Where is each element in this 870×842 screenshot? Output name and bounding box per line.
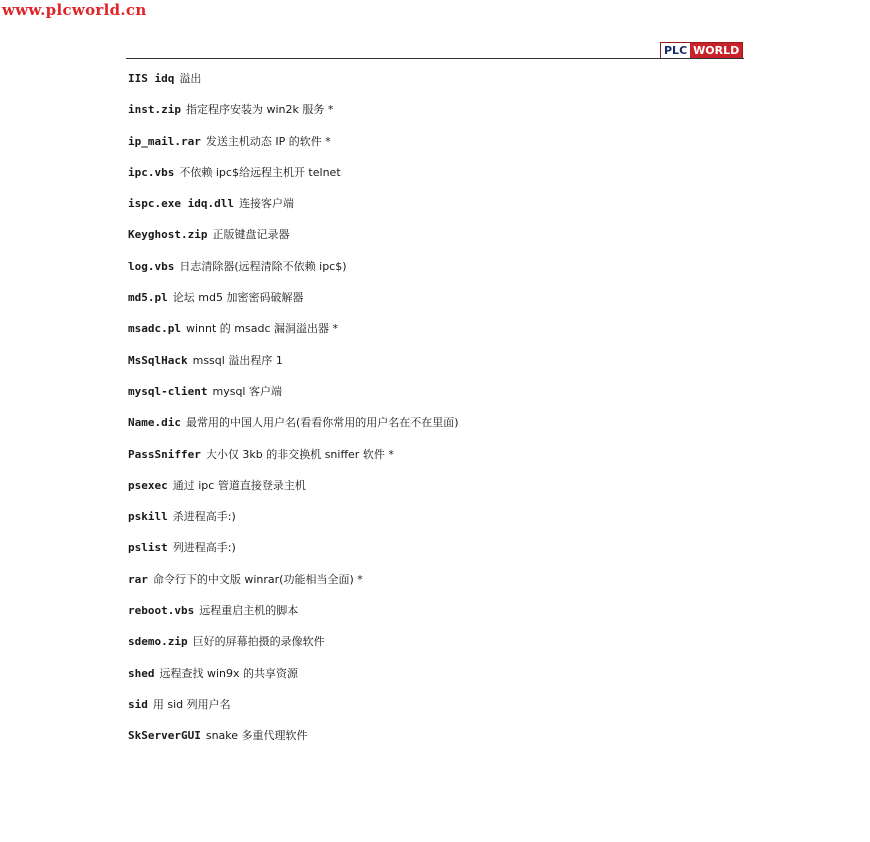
tool-description: 论坛 md5 加密密码破解器	[172, 291, 304, 305]
tool-name: SkServerGUI	[128, 729, 201, 743]
list-item	[128, 728, 459, 759]
tool-description: 用 sid 列用户名	[152, 697, 231, 711]
tool-description: 连接客户端	[238, 197, 294, 211]
list-item	[128, 384, 459, 415]
tool-name: PassSniffer	[128, 447, 201, 461]
tool-name: sid	[128, 697, 148, 711]
tool-description: 通过 ipc 管道直接登录主机	[172, 478, 306, 492]
tool-name: MsSqlHack	[128, 353, 188, 367]
tool-name: log.vbs	[128, 259, 175, 273]
tool-name: reboot.vbs	[128, 604, 195, 618]
tool-description: 大小仅 3kb 的非交换机 sniffer 软件 *	[205, 447, 394, 461]
tool-description: 列进程高手:)	[172, 541, 236, 555]
list-item	[128, 509, 459, 540]
list-item	[128, 634, 459, 665]
list-item	[128, 259, 459, 290]
list-item	[128, 321, 459, 352]
tool-description: 巨好的屏幕拍摄的录像软件	[192, 635, 325, 649]
tool-description: 远程重启主机的脚本	[199, 604, 299, 618]
tool-description: 远程查找 win9x 的共享资源	[159, 666, 299, 680]
tool-description: mssql 溢出程序 1	[192, 353, 283, 367]
list-item	[128, 447, 459, 478]
plcworld-logo	[660, 42, 743, 59]
tool-description: 发送主机动态 IP 的软件 *	[205, 134, 331, 148]
list-item	[128, 134, 459, 165]
list-item	[128, 71, 459, 102]
watermark-text: www.plcworld.cn	[2, 1, 147, 19]
header-rule	[126, 58, 744, 59]
tool-name: shed	[128, 666, 155, 680]
tool-name: rar	[128, 572, 148, 586]
tool-name: Name.dic	[128, 416, 181, 430]
list-item	[128, 697, 459, 728]
list-item	[128, 666, 459, 697]
list-item	[128, 478, 459, 509]
tool-description: 不依赖 ipc$给远程主机开 telnet	[179, 165, 341, 179]
tool-description: winnt 的 msadc 漏洞溢出器 *	[185, 322, 338, 336]
tool-name: sdemo.zip	[128, 635, 188, 649]
list-item	[128, 227, 459, 258]
tool-description: 杀进程高手:)	[172, 510, 236, 524]
tool-name: ipc.vbs	[128, 165, 175, 179]
tool-name: ip_mail.rar	[128, 134, 201, 148]
tool-description: 最常用的中国人用户名(看看你常用的用户名在不在里面)	[185, 416, 459, 430]
tool-name: mysql-client	[128, 384, 208, 398]
list-item	[128, 290, 459, 321]
logo-world-text: WORLD	[690, 43, 742, 58]
tool-description: 指定程序安装为 win2k 服务 *	[185, 103, 334, 117]
list-item	[128, 540, 459, 571]
tool-name: md5.pl	[128, 291, 168, 305]
tool-name: pskill	[128, 510, 168, 524]
tool-description: 日志清除器(远程清除不依赖 ipc$)	[179, 259, 347, 273]
tool-description: 命令行下的中文版 winrar(功能相当全面) *	[152, 572, 363, 586]
list-item	[128, 353, 459, 384]
tool-description: 正版键盘记录器	[212, 228, 290, 242]
list-item	[128, 415, 459, 446]
tool-description: snake 多重代理软件	[205, 729, 308, 743]
tool-name: inst.zip	[128, 103, 181, 117]
list-item	[128, 102, 459, 133]
tool-description: mysql 客户端	[212, 384, 282, 398]
list-item	[128, 603, 459, 634]
tool-name: IIS idq	[128, 72, 175, 85]
tool-name: pslist	[128, 541, 168, 555]
tool-name: msadc.pl	[128, 322, 181, 336]
tool-name: Keyghost.zip	[128, 228, 208, 242]
logo-plc-text: PLC	[661, 43, 690, 58]
tool-description: 溢出	[179, 72, 202, 85]
tool-name: psexec	[128, 478, 168, 492]
list-item	[128, 196, 459, 227]
list-item	[128, 572, 459, 603]
tool-list	[128, 71, 459, 760]
list-item	[128, 165, 459, 196]
tool-name: ispc.exe idq.dll	[128, 197, 234, 211]
